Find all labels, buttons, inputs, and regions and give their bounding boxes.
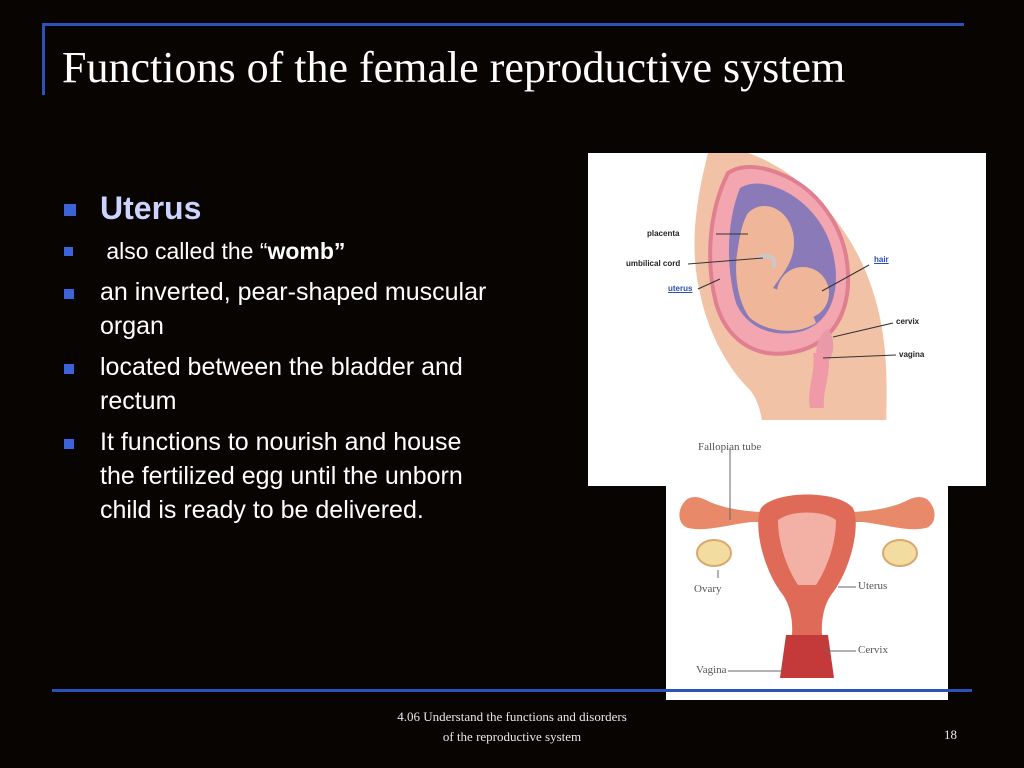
bullet-heading — [62, 188, 502, 228]
bullet-bold-text: womb” — [267, 238, 346, 264]
label-umbilical-cord: umbilical cord — [626, 259, 681, 268]
uterus-anatomy-illustration — [666, 420, 948, 700]
bottom-rule — [52, 689, 972, 692]
bullet-square-icon — [64, 439, 74, 449]
bullet-text: It functions to nourish and house the fertilized egg until the unborn child is ready to be delivered. — [100, 428, 463, 524]
label-vagina: vagina — [899, 350, 925, 359]
bullet-square-icon — [64, 289, 74, 299]
label-placenta: placenta — [647, 229, 680, 238]
bullet-item — [62, 425, 502, 527]
label-vagina-anatomy: Vagina — [696, 664, 727, 676]
top-rule — [42, 23, 964, 26]
bullet-text: located between the bladder and rectum — [100, 353, 463, 415]
label-cervix: cervix — [896, 317, 920, 326]
bullet-text: an inverted, pear-shaped muscular organ — [100, 278, 487, 340]
label-uterus-anatomy: Uterus — [858, 580, 888, 592]
bullet-square-icon — [64, 247, 73, 256]
bullet-square-icon — [64, 204, 76, 216]
label-ovary: Ovary — [694, 583, 722, 595]
footer-line-1: 4.06 Understand the functions and disorders — [397, 709, 627, 724]
bullet-text: also called the “ — [106, 238, 268, 264]
bullet-item — [62, 234, 502, 268]
bullet-item — [62, 275, 502, 343]
left-rule — [42, 23, 45, 95]
uterus-drawing — [666, 420, 948, 700]
label-hair: hair — [874, 255, 889, 264]
slide-footer — [362, 707, 662, 747]
slide-title: Functions of the female reproductive system — [62, 43, 846, 92]
bullet-heading-text: Uterus — [100, 190, 202, 226]
bullet-square-icon — [64, 364, 74, 374]
label-uterus: uterus — [668, 284, 693, 293]
footer-line-2: of the reproductive system — [442, 729, 582, 744]
bullet-list — [62, 188, 502, 534]
bullet-item — [62, 350, 502, 418]
page-number: 18 — [944, 727, 957, 742]
label-cervix-anatomy: Cervix — [858, 644, 888, 656]
label-fallopian-tube: Fallopian tube — [698, 441, 762, 453]
